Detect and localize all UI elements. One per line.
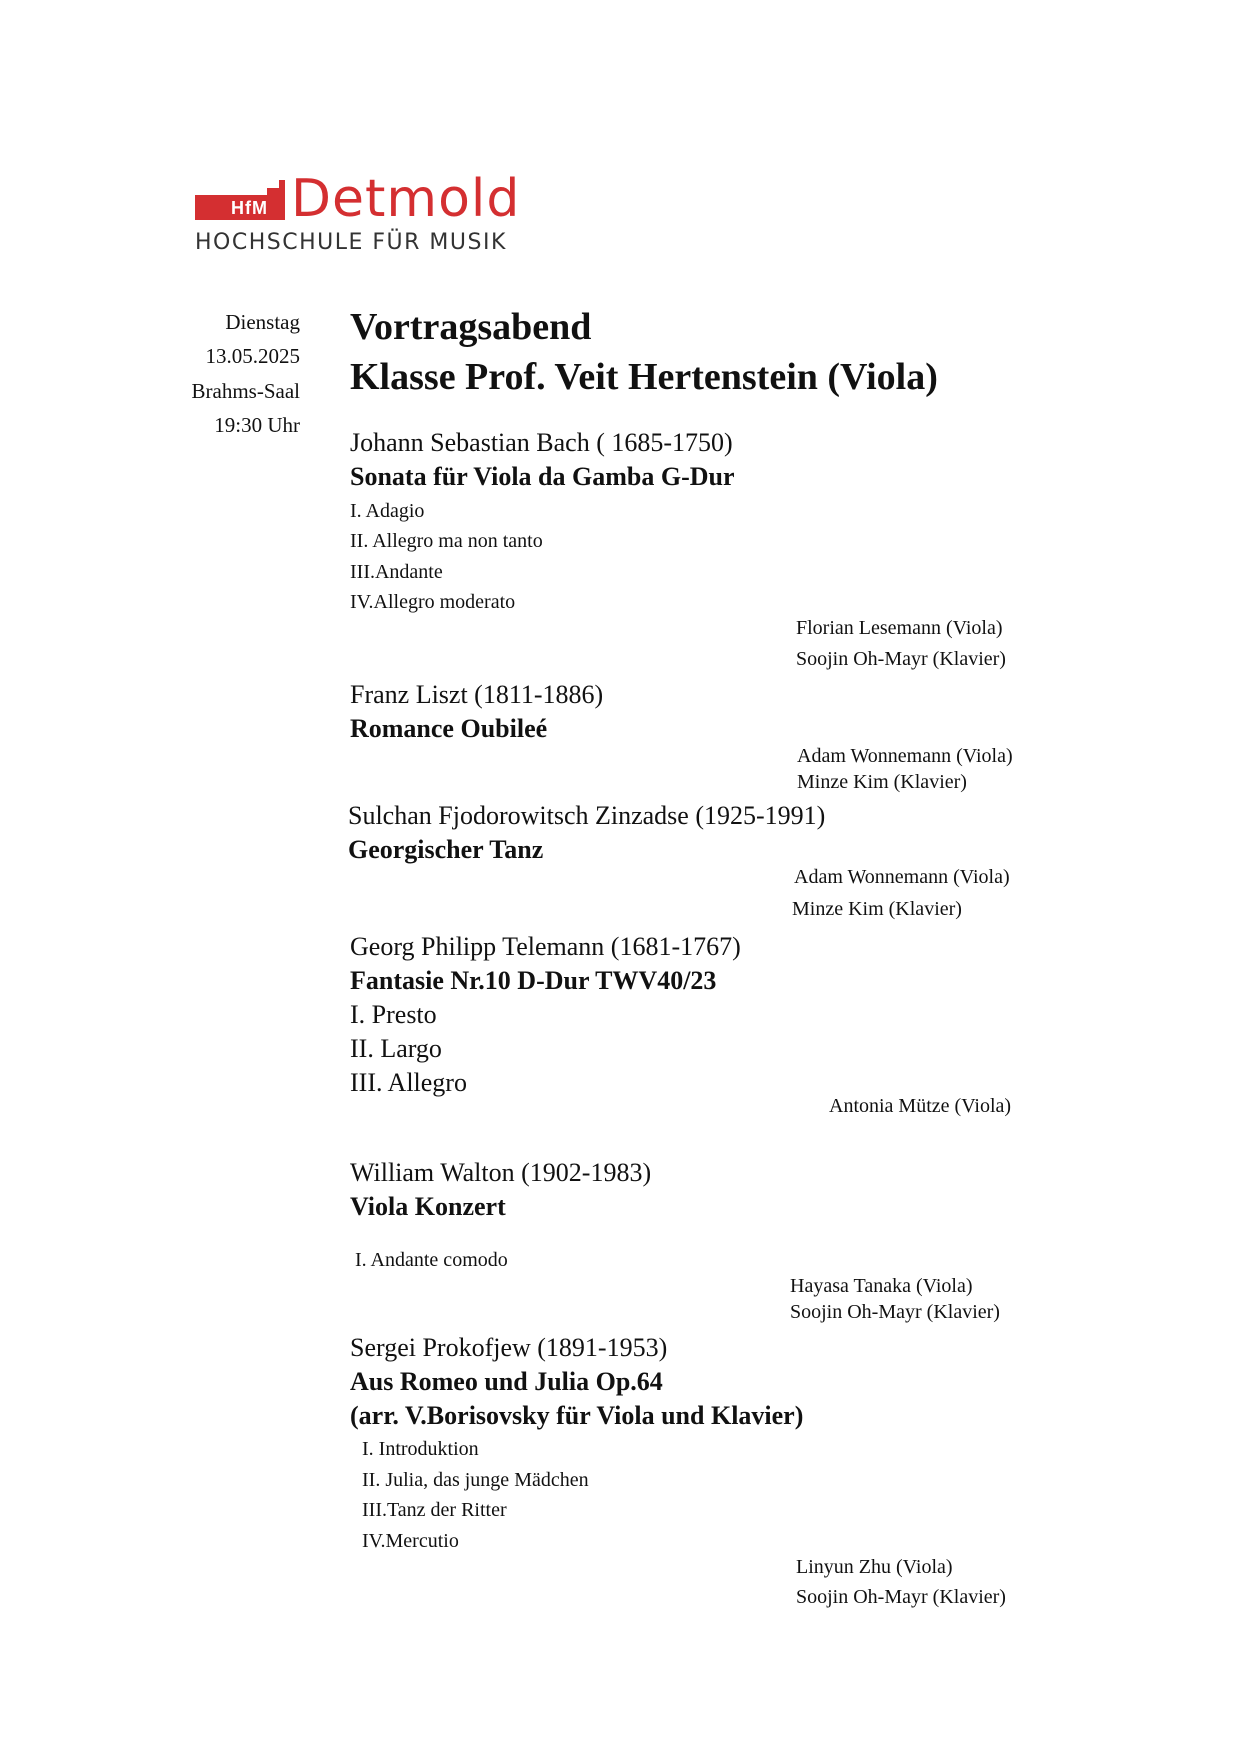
movement: III. Allegro	[350, 1068, 467, 1097]
performer: Hayasa Tanaka (Viola)	[790, 1275, 973, 1297]
logo-subtitle: HOCHSCHULE FÜR MUSIK	[195, 230, 507, 255]
movement: I. Introduktion	[362, 1438, 479, 1460]
work-title: Fantasie Nr.10 D-Dur TWV40/23	[350, 966, 717, 995]
performer: Antonia Mütze (Viola)	[829, 1095, 1012, 1117]
movement: IV.Mercutio	[362, 1530, 459, 1552]
event-venue: Brahms-Saal	[191, 379, 300, 403]
performer: Adam Wonnemann (Viola)	[797, 745, 1013, 767]
movement: II. Allegro ma non tanto	[350, 530, 543, 552]
movement: II. Julia, das junge Mädchen	[362, 1469, 589, 1491]
performer: Minze Kim (Klavier)	[792, 898, 962, 920]
performer: Soojin Oh-Mayr (Klavier)	[796, 1586, 1006, 1608]
performer: Soojin Oh-Mayr (Klavier)	[796, 648, 1006, 670]
work-arrangement-note: (arr. V.Borisovsky für Viola und Klavier)	[350, 1401, 804, 1430]
event-date: 13.05.2025	[205, 344, 300, 368]
movement: I. Adagio	[350, 500, 425, 522]
logo-badge: HfM	[231, 198, 268, 218]
page-title: Vortragsabend	[350, 306, 592, 348]
work-title: Sonata für Viola da Gamba G-Dur	[350, 462, 735, 491]
composer: Johann Sebastian Bach ( 1685-1750)	[350, 428, 733, 457]
composer: Georg Philipp Telemann (1681-1767)	[350, 932, 741, 961]
movement: I. Andante comodo	[355, 1249, 508, 1271]
performer: Soojin Oh-Mayr (Klavier)	[790, 1301, 1000, 1323]
event-time: 19:30 Uhr	[214, 413, 300, 437]
logo-name: Detmold	[291, 169, 521, 229]
work-title: Romance Oubileé	[350, 714, 548, 743]
movement: III.Tanz der Ritter	[362, 1499, 507, 1521]
composer: Franz Liszt (1811-1886)	[350, 680, 604, 709]
work-title: Viola Konzert	[350, 1192, 506, 1221]
work-title: Georgischer Tanz	[348, 835, 544, 864]
performer: Linyun Zhu (Viola)	[796, 1556, 953, 1578]
hfm-detmold-logo	[195, 169, 555, 265]
movement: IV.Allegro moderato	[350, 591, 516, 613]
performer: Adam Wonnemann (Viola)	[794, 866, 1010, 888]
movement: III.Andante	[350, 561, 443, 583]
composer: William Walton (1902-1983)	[350, 1158, 652, 1187]
event-day: Dienstag	[225, 310, 300, 334]
composer: Sulchan Fjodorowitsch Zinzadse (1925-1991)	[348, 801, 826, 830]
performer: Minze Kim (Klavier)	[797, 771, 967, 793]
movement: I. Presto	[350, 1000, 437, 1029]
work-title: Aus Romeo und Julia Op.64	[350, 1367, 663, 1396]
composer: Sergei Prokofjew (1891-1953)	[350, 1333, 668, 1362]
page-subtitle: Klasse Prof. Veit Hertenstein (Viola)	[350, 356, 938, 398]
movement: II. Largo	[350, 1034, 442, 1063]
performer: Florian Lesemann (Viola)	[796, 617, 1003, 639]
